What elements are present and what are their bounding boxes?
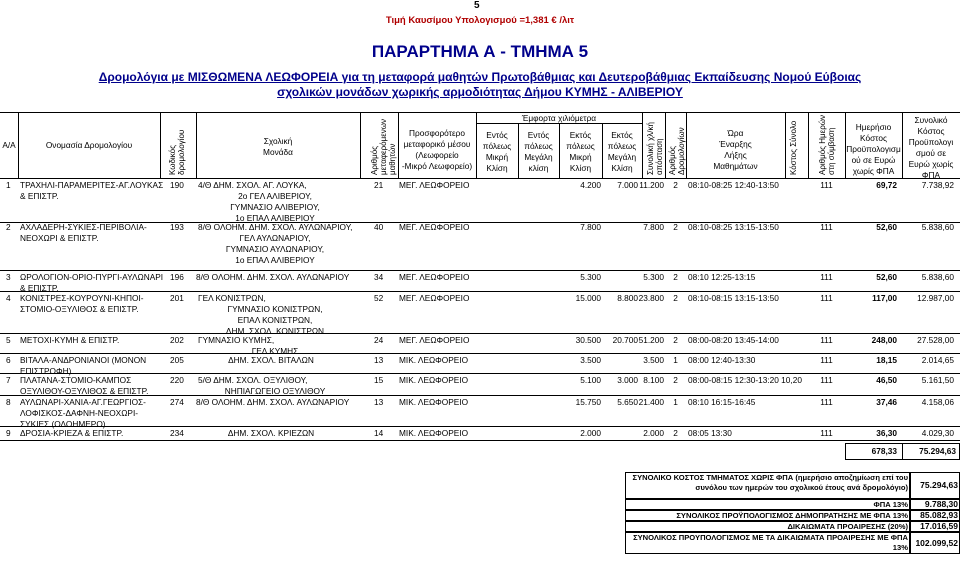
row-grand-cost: 12.987,00 [917, 293, 954, 303]
row-time: 08:10-08:25 12:40-13:50 [688, 180, 779, 190]
row-school: 1ο ΕΠΑΛ ΑΛΙΒΕΡΙΟΥ [235, 255, 315, 265]
row-daily-cost: 52,60 [876, 272, 897, 282]
summary-label: ΣΥΝΟΛΙΚΟΣ ΠΡΟΫΠΟΛΟΓΙΣΜΟΣ ΔΗΜΟΠΡΑΤΗΣΗΣ ΜΕ ΦΠΑ 13% [676, 511, 908, 520]
row-count: 2 [673, 335, 678, 345]
summary-label: ΣΥΝΟΛΙΚΟ ΚΟΣΤΟΣ ΤΜΗΜΑΤΟΣ ΧΩΡΙΣ ΦΠΑ (ημερήσιο αποζημίωση επί του συνόλου των ημερών του σχολικού έτους ανά δρομολόγιο) [632, 473, 908, 492]
header-divider [18, 112, 19, 178]
row-school: ΕΠΑΛ ΚΟΝΙΣΤΡΩΝ, [237, 315, 313, 325]
row-km-out-small: 5.100 [580, 375, 601, 385]
header-students: Αριθμός μεταφερόμενων μαθητών [370, 118, 397, 175]
header-grand-cost-line: Κόστος [917, 126, 945, 136]
header-km-in-large-line: Μεγάλη [524, 152, 553, 162]
subtitle-line-1: Δρομολόγια με ΜΙΣΘΩΜΕΝΑ ΛΕΩΦΟΡΕΙΑ για τη μεταφορά μαθητών Πρωτοβάθμιας και Δευτεροβάθμιας Εκπαίδευσης Νομού Εύβοιας [98, 70, 862, 84]
row-route-name: ΑΥΛΩΝΑΡΙ-ΧΑΝΙΑ-ΑΓ.ΓΕΩΡΓΙΟΣ- [20, 397, 146, 407]
row-grand-cost: 5.161,50 [921, 375, 954, 385]
row-aa: 2 [6, 222, 11, 232]
row-count: 2 [673, 375, 678, 385]
header-km-in-large-line: κλίση [528, 163, 549, 173]
header-time-line: Λήξης [724, 150, 747, 160]
row-code: 205 [170, 355, 184, 365]
row-students: 21 [374, 180, 384, 190]
row-vehicle: ΜΕΓ. ΛΕΩΦΟΡΕΙΟ [399, 180, 470, 190]
row-rule [0, 291, 960, 292]
row-days: 111 [820, 335, 833, 345]
row-route-name: & ΕΠΙΣΤΡ. [20, 283, 59, 293]
header-divider [686, 112, 687, 178]
row-aa: 5 [6, 335, 11, 345]
row-days: 111 [820, 375, 833, 385]
row-days: 111 [820, 272, 833, 282]
row-school: ΓΕΛ ΚΟΝΙΣΤΡΩΝ, [198, 293, 266, 303]
subtitle-line-2: σχολικών μονάδων χωρικής αρμοδιότητας Δήμου ΚΥΜΗΣ - ΑΛΙΒΕΡΙΟΥ [277, 85, 683, 99]
header-grand-cost-line: Συνολικό [914, 115, 948, 125]
row-km-out-small: 15.750 [575, 397, 601, 407]
header-divider [360, 112, 361, 178]
row-rule [0, 270, 960, 271]
header-route-name: Ονομασία Δρομολογίου [45, 140, 133, 150]
row-route-name: ΤΡΑΧΗΛΙ-ΠΑΡΑΜΕΡΙΤΕΣ-ΑΓ.ΛΟΥΚΑΣ [20, 180, 164, 190]
row-vehicle: ΜΕΓ. ΛΕΩΦΟΡΕΙΟ [399, 222, 470, 232]
row-vehicle: ΜΕΓ. ΛΕΩΦΟΡΕΙΟ [399, 335, 470, 345]
header-km-in-large [518, 130, 559, 174]
header-divider [785, 112, 786, 178]
header-divider [642, 112, 643, 178]
row-route-name: ΚΟΝΙΣΤΡΕΣ-ΚΟΥΡΟΥΝΙ-ΚΗΠΟΙ- [20, 293, 144, 303]
header-km-group: Έμφορτα χιλιόμετρα [521, 113, 597, 123]
row-daily-cost: 36,30 [876, 428, 897, 438]
header-divider [160, 112, 161, 178]
row-vehicle: ΜΙΚ. ΛΕΩΦΟΡΕΙΟ [399, 428, 469, 438]
row-code: 202 [170, 335, 184, 345]
header-km-out-large-line: Μεγάλη [607, 152, 637, 162]
summary-label: ΣΥΝΟΛΙΚΟΣ ΠΡΟΥΠΟΛΟΓΙΣΜΟΣ ΜΕ ΤΑ ΔΙΚΑΙΩΜΑΤΑ ΠΡΟΑΙΡΕΣΗΣ ΜΕ ΦΠΑ 13% [633, 533, 908, 552]
row-count: 2 [673, 180, 678, 190]
row-time: 08:00-08:15 12:30-13:20 10,20 [688, 375, 802, 385]
row-time: 08:10-08:15 13:15-13:50 [688, 293, 779, 303]
row-rule [0, 395, 960, 396]
header-km-in-small-line: Κλίση [486, 163, 508, 173]
header-vehicle-line: μεταφορικό μέσου [403, 139, 471, 149]
row-school: 8/Θ ΟΛΟΗΜ. ΔΗΜ. ΣΧΟΛ. ΑΥΛΩΝΑΡΙΟΥ [196, 397, 350, 407]
row-count: 2 [673, 272, 678, 282]
row-km-out-small: 7.800 [580, 222, 601, 232]
row-total-km: 7.800 [643, 222, 664, 232]
header-daily-cost-line: Κόστος [860, 133, 887, 143]
row-school: ΔΗΜ. ΣΧΟΛ. ΒΙΤΑΛΩΝ [228, 355, 314, 365]
header-daily-cost-line: ού σε Ευρώ [851, 155, 896, 165]
row-total-km: 2.000 [643, 428, 664, 438]
header-vehicle-line: (Λεωφορείο [415, 150, 459, 160]
row-route-name: ΝΕΟΧΩΡΙ & ΕΠΙΣΤΡ. [20, 233, 99, 243]
row-time: 08:10-08:25 13:15-13:50 [688, 222, 779, 232]
row-grand-cost: 27.528,00 [917, 335, 954, 345]
header-grand-cost [902, 115, 960, 181]
header-vehicle [398, 128, 476, 172]
row-rule [0, 333, 960, 334]
total-daily: 678,33 [871, 446, 897, 456]
row-school: ΓΕΛ ΚΥΜΗΣ [251, 346, 299, 356]
row-school: 8/Θ ΟΛΟΗΜ. ΔΗΜ. ΣΧΟΛ. ΑΥΛΩΝΑΡΙΟΥ, [198, 222, 353, 232]
row-route-name: ΛΟΦΙΣΚΟΣ-ΔΑΦΝΗ-ΝΕΟΧΩΡΙ- [20, 408, 139, 418]
row-school: ΔΗΜ. ΣΧΟΛ. ΚΡΙΕΖΩΝ [227, 428, 315, 438]
row-aa: 7 [6, 375, 11, 385]
row-grand-cost: 4.158,06 [921, 397, 954, 407]
row-days: 111 [820, 222, 833, 232]
row-rule [0, 373, 960, 374]
summary-label: ΦΠΑ 13% [873, 500, 908, 509]
header-time-line: Έναρξης [719, 139, 752, 149]
header-days: Αριθμός Ημερών στη σύμβαση [818, 115, 836, 175]
header-school [196, 136, 360, 158]
header-school-line: Μονάδα [263, 147, 293, 157]
summary-label: ΔΙΚΑΙΩΜΑΤΑ ΠΡΟΑΙΡΕΣΗΣ (20%) [787, 522, 908, 531]
header-km-in-small-line: Εντός [486, 130, 508, 140]
row-school: ΔΗΜ. ΣΧΟΛ. ΚΟΝΙΣΤΡΩΝ [225, 326, 325, 336]
row-daily-cost: 69,72 [876, 180, 897, 190]
row-km-out-small: 30.500 [575, 335, 601, 345]
row-total-km: 8.100 [643, 375, 664, 385]
header-grand-cost-line: Ευρώ χωρίς [908, 159, 954, 169]
row-code: 220 [170, 375, 184, 385]
row-route-name: ΔΡΟΣΙΑ-ΚΡΙΕΖΑ & ΕΠΙΣΤΡ. [20, 428, 124, 438]
header-route-code: Κωδικός δρομολογίου [168, 129, 186, 175]
row-km-out-small: 3.500 [580, 355, 601, 365]
row-school: ΓΕΛ ΑΥΛΩΝΑΡΙΟΥ, [239, 233, 311, 243]
header-time [686, 128, 785, 172]
header-divider [845, 112, 846, 178]
row-vehicle: ΜΙΚ. ΛΕΩΦΟΡΕΙΟ [399, 355, 469, 365]
header-divider [196, 112, 197, 178]
row-school: ΝΗΠΙΑΓΩΓΕΙΟ ΟΞΥΛΙΘΟΥ [224, 386, 326, 396]
row-total-km: 23.800 [638, 293, 664, 303]
row-school: 1ο ΕΠΑΛ ΑΛΙΒΕΡΙΟΥ [235, 213, 315, 223]
header-km-in-small [476, 130, 518, 174]
row-total-km: 11.200 [639, 180, 664, 190]
header-time-line: Μαθημάτων [713, 161, 758, 171]
row-days: 111 [820, 355, 833, 365]
row-code: 274 [170, 397, 184, 407]
row-rule [0, 440, 960, 441]
row-daily-cost: 248,00 [871, 335, 897, 345]
row-daily-cost: 46,50 [876, 375, 897, 385]
row-km-out-large: 5.650 [617, 397, 638, 407]
row-code: 234 [170, 428, 184, 438]
row-route-name: ΣΥΚΙΕΣ (ΟΛΟΗΜΕΡΟ) [20, 419, 106, 429]
header-km-out-large-line: πόλεως [607, 141, 637, 151]
row-daily-cost: 18,15 [876, 355, 897, 365]
header-aa: Α/Α [2, 140, 16, 150]
summary-value: 17.016,59 [920, 521, 958, 531]
row-students: 52 [374, 293, 384, 303]
row-km-out-large: 3.000 [617, 375, 638, 385]
row-rule [0, 353, 960, 354]
row-school: ΓΥΜΝΑΣΙΟ ΚΟΝΙΣΤΡΩΝ, [227, 304, 323, 314]
summary-value: 75.294,63 [920, 480, 958, 490]
row-code: 196 [170, 272, 184, 282]
page-number: 5 [474, 0, 480, 11]
header-total-km: Συνολική χλ/κή απόσταση [646, 122, 664, 175]
row-grand-cost: 5.838,60 [921, 272, 954, 282]
row-total-km: 5.300 [643, 272, 664, 282]
row-count: 2 [673, 428, 678, 438]
header-divider [602, 123, 603, 178]
row-code: 190 [170, 180, 184, 190]
row-km-out-small: 15.000 [575, 293, 601, 303]
row-count: 1 [673, 397, 678, 407]
row-aa: 1 [6, 180, 11, 190]
row-km-out-small: 2.000 [580, 428, 601, 438]
row-route-name: & ΕΠΙΣΤΡ. [20, 191, 59, 201]
header-km-in-small-line: Μικρή [485, 152, 509, 162]
row-students: 24 [374, 335, 384, 345]
row-days: 111 [820, 293, 833, 303]
row-grand-cost: 4.029,30 [921, 428, 954, 438]
row-school: 2ο ΓΕΛ ΑΛΙΒΕΡΙΟΥ, [238, 191, 312, 201]
row-grand-cost: 5.838,60 [921, 222, 954, 232]
row-school: ΓΥΜΝΑΣΙΟ ΑΥΛΩΝΑΡΙΟΥ, [225, 244, 325, 254]
row-vehicle: ΜΙΚ. ΛΕΩΦΟΡΕΙΟ [399, 375, 469, 385]
row-route-name: ΟΞΥΛΙΘΟΥ-ΟΞΥΛΙΘΟΣ & ΕΠΙΣΤΡ. [20, 386, 149, 396]
summary-value: 9.788,30 [924, 499, 958, 509]
row-route-name: ΣΤΟΜΙΟ-ΟΞΥΛΙΘΟΣ & ΕΠΙΣΤΡ. [20, 304, 139, 314]
row-school: 5/Θ ΔΗΜ. ΣΧΟΛ. ΟΞΥΛΙΘΟΥ, [198, 375, 308, 385]
header-divider [665, 112, 666, 178]
header-km-in-small-line: πόλεως [482, 141, 512, 151]
header-km-out-small-line: Εκτός [569, 130, 592, 140]
row-km-out-small: 5.300 [580, 272, 601, 282]
row-days: 111 [820, 397, 833, 407]
row-code: 201 [170, 293, 184, 303]
row-km-out-small: 4.200 [580, 180, 601, 190]
header-km-out-small-line: Κλίση [569, 163, 592, 173]
header-grand-cost-line: ΦΠΑ [921, 170, 941, 180]
header-divider [398, 112, 399, 178]
row-days: 111 [820, 180, 833, 190]
header-km-out-large [602, 130, 642, 174]
row-vehicle: ΜΕΓ. ΛΕΩΦΟΡΕΙΟ [399, 293, 470, 303]
header-daily-cost-line: χωρίς ΦΠΑ [852, 166, 895, 176]
row-km-out-large: 20.700 [612, 335, 638, 345]
row-grand-cost: 7.738,92 [921, 180, 954, 190]
row-km-out-large: 8.800 [617, 293, 638, 303]
header-km-in-large-line: Εντός [527, 130, 550, 140]
row-time: 08:10 16:15-16:45 [688, 397, 756, 407]
row-vehicle: ΜΙΚ. ΛΕΩΦΟΡΕΙΟ [399, 397, 469, 407]
header-divider [902, 112, 903, 178]
header-rule [0, 178, 960, 179]
header-km-in-large-line: πόλεως [524, 141, 553, 151]
header-divider [476, 112, 477, 178]
row-km-out-large: 7.000 [617, 180, 638, 190]
row-vehicle: ΜΕΓ. ΛΕΩΦΟΡΕΙΟ [399, 272, 470, 282]
row-students: 34 [374, 272, 384, 282]
row-students: 14 [374, 428, 384, 438]
header-school-line: Σχολική [263, 136, 293, 146]
header-vehicle-line: -Μικρό Λεωφορείο) [401, 161, 473, 171]
row-school: 4/Θ ΔΗΜ. ΣΧΟΛ. ΑΓ. ΛΟΥΚΑ, [198, 180, 307, 190]
row-time: 08:10 12:25-13:15 [688, 272, 756, 282]
header-daily-cost-line: Προϋπολογισμ [846, 144, 901, 154]
header-total-cost: Κόστος Σύνολο [789, 120, 798, 175]
header-km-out-small-line: πόλεως [566, 141, 595, 151]
row-count: 2 [673, 293, 678, 303]
row-school: ΓΥΜΝΑΣΙΟ ΑΛΙΒΕΡΙΟΥ, [230, 202, 320, 212]
row-students: 40 [374, 222, 384, 232]
header-divider [808, 112, 809, 178]
header-divider [559, 123, 560, 178]
row-days: 111 [820, 428, 833, 438]
header-km-out-small [559, 130, 602, 174]
row-count: 1 [673, 355, 678, 365]
row-route-name: ΠΛΑΤΑΝΑ-ΣΤΟΜΙΟ-ΚΑΜΠΟΣ [20, 375, 132, 385]
row-daily-cost: 117,00 [872, 293, 897, 303]
row-route-name: ΑΧΛΑΔΕΡΗ-ΣΥΚΙΕΣ-ΠΕΡΙΒΟΛΙΑ- [20, 222, 147, 232]
header-divider [518, 123, 519, 178]
header-routes-count: Αριθμός Δρομολογίων [668, 127, 686, 175]
total-grand: 75.294,63 [919, 446, 956, 456]
row-students: 13 [374, 355, 384, 365]
row-count: 2 [673, 222, 678, 232]
row-code: 193 [170, 222, 184, 232]
row-aa: 3 [6, 272, 11, 282]
fuel-price: Τιμή Καυσίμου Υπολογισμού =1,381 € /λιτ [385, 15, 575, 26]
row-aa: 4 [6, 293, 11, 303]
row-route-name: ΒΙΤΑΛΑ-ΑΝΔΡΟΝΙΑΝΟΙ (ΜΟΝΟΝ [20, 355, 147, 365]
header-time-line: Ώρα [727, 128, 744, 138]
summary-value: 102.099,52 [915, 538, 958, 548]
row-time: 08:00-08:20 13:45-14:00 [688, 335, 779, 345]
header-vehicle-line: Προσφορότερο [409, 128, 465, 138]
row-rule [0, 426, 960, 427]
row-total-km: 21.400 [638, 397, 664, 407]
row-total-km: 51.200 [638, 335, 664, 345]
row-students: 13 [374, 397, 384, 407]
header-grand-cost-line: Προϋπολογι [908, 137, 954, 147]
page-title: ΠΑΡΑΡΤΗΜΑ Α - ΤΜΗΜΑ 5 [371, 42, 589, 61]
row-time: 08:00 12:40-13:30 [688, 355, 756, 365]
row-school: ΓΥΜΝΑΣΙΟ ΚΥΜΗΣ, [198, 335, 275, 345]
header-grand-cost-line: σμού σε [915, 148, 947, 158]
header-daily-cost-line: Ημερήσιο [855, 122, 892, 132]
header-km-out-large-line: Εκτός [611, 130, 633, 140]
header-daily-cost [845, 122, 902, 177]
header-km-out-large-line: Κλίση [611, 163, 633, 173]
row-aa: 6 [6, 355, 11, 365]
row-daily-cost: 37,46 [876, 397, 897, 407]
row-aa: 8 [6, 397, 11, 407]
row-aa: 9 [6, 428, 11, 438]
row-route-name: ΕΠΙΣΤΡΟΦΗ) [20, 366, 72, 376]
row-route-name: ΜΕΤΟΧΙ-ΚΥΜΗ & ΕΠΙΣΤΡ. [20, 335, 120, 345]
row-students: 15 [374, 375, 384, 385]
row-route-name: ΩΡΟΛΟΓΙΟΝ-ΟΡΙΟ-ΠΥΡΓΙ-ΑΥΛΩΝΑΡΙ [20, 272, 164, 282]
row-time: 08:05 13:30 [688, 428, 732, 438]
row-grand-cost: 2.014,65 [921, 355, 954, 365]
row-total-km: 3.500 [643, 355, 664, 365]
row-school: 8/Θ ΟΛΟΗΜ. ΔΗΜ. ΣΧΟΛ. ΑΥΛΩΝΑΡΙΟΥ [196, 272, 350, 282]
header-km-out-small-line: Μικρή [569, 152, 592, 162]
summary-value: 85.082,93 [920, 510, 958, 520]
row-daily-cost: 52,60 [876, 222, 897, 232]
